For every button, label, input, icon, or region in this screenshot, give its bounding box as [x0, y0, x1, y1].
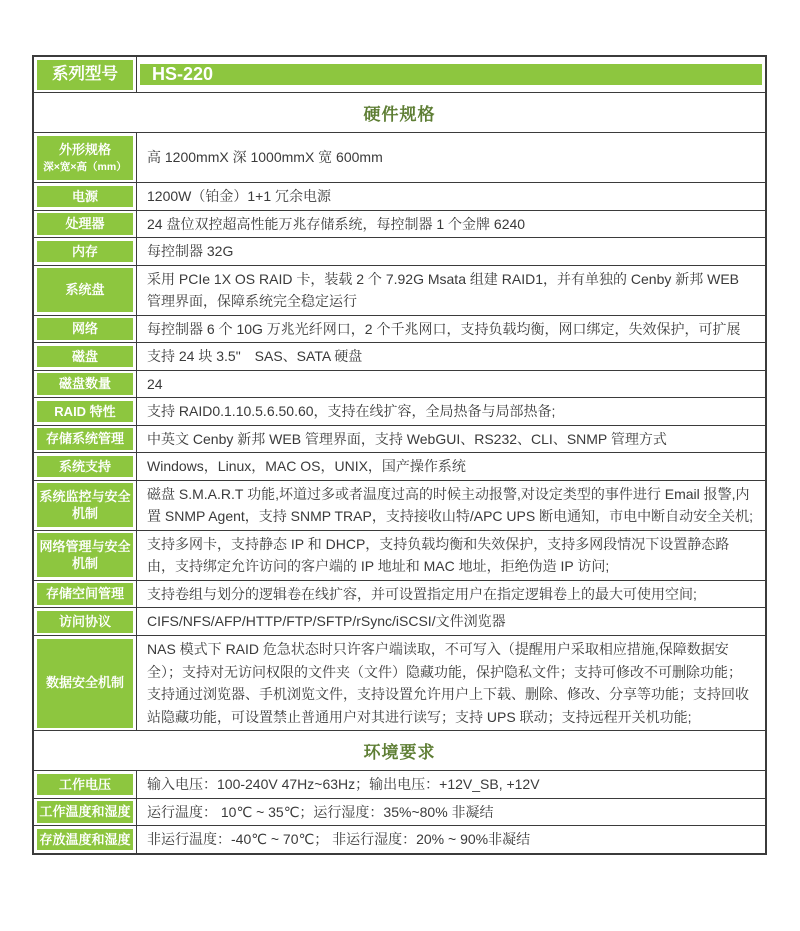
spec-value: Windows，Linux，MAC OS，UNIX，国产操作系统 — [147, 458, 466, 475]
spec-row — [34, 133, 765, 183]
spec-label-chip — [37, 829, 133, 851]
spec-value: 输入电压：100-240V 47Hz~63Hz；输出电压：+12V_SB, +12V — [147, 776, 540, 793]
spec-label-cell — [34, 183, 137, 210]
spec-value: 采用 PCIe 1X OS RAID 卡，装载 2 个 7.92G Msata 组建 RAID1，并有单独的 Cenby 新邦 WEB 管理界面，保障系统完全稳定运行 — [147, 270, 740, 310]
spec-label-cell — [34, 211, 137, 238]
spec-value-cell — [137, 799, 765, 826]
spec-value-cell — [137, 636, 765, 730]
spec-value-cell — [137, 453, 765, 480]
spec-label-cell — [34, 238, 137, 265]
spec-label: 工作电压 — [58, 776, 111, 792]
spec-row — [34, 481, 765, 531]
section-title-row-0 — [34, 93, 765, 133]
spec-label: 网络 — [71, 321, 98, 337]
spec-value-cell — [137, 608, 765, 635]
spec-label: RAID 特性 — [54, 403, 116, 419]
spec-value: 每控制器 6 个 10G 万兆光纤网口，2 个千兆网口，支持负载均衡，网口绑定，失效保护，可扩展 — [147, 320, 741, 337]
spec-label-chip — [37, 186, 133, 208]
spec-value-cell — [137, 183, 765, 210]
spec-row — [34, 453, 765, 481]
spec-value: 支持 24 块 3.5" SAS、SATA 硬盘 — [147, 348, 363, 365]
spec-label-chip — [37, 136, 133, 180]
spec-label: 电源 — [71, 188, 98, 204]
spec-value: 非运行温度：-40℃ ~ 70℃； 非运行湿度：20% ~ 90%非凝结 — [147, 831, 531, 848]
spec-row — [34, 826, 765, 853]
spec-value-cell — [137, 826, 765, 853]
spec-value: 24 — [147, 375, 163, 392]
spec-label: 工作温度和湿度 — [39, 804, 131, 820]
spec-value-cell — [137, 211, 765, 238]
spec-label-chip — [37, 268, 133, 312]
spec-label-cell — [34, 581, 137, 608]
spec-label-cell — [34, 133, 137, 182]
spec-label: 磁盘 — [71, 348, 98, 364]
spec-value-cell — [137, 238, 765, 265]
spec-value-cell — [137, 426, 765, 453]
spec-row — [34, 771, 765, 799]
spec-label: 外形规格 — [58, 142, 111, 158]
spec-label: 数据安全机制 — [45, 675, 124, 691]
spec-table — [32, 55, 767, 855]
spec-row — [34, 799, 765, 827]
spec-value-cell — [137, 343, 765, 370]
model-value: HS-220 — [140, 64, 762, 85]
spec-label: 内存 — [71, 243, 98, 259]
spec-label: 系统盘 — [65, 282, 105, 298]
spec-label: 存储空间管理 — [45, 586, 124, 602]
spec-row — [34, 211, 765, 239]
spec-label: 存储系统管理 — [45, 431, 124, 447]
spec-label-chip — [37, 639, 133, 728]
spec-label-cell — [34, 398, 137, 425]
spec-value: 支持卷组与划分的逻辑卷在线扩容，并可设置指定用户在指定逻辑卷上的最大可使用空间; — [147, 585, 697, 602]
spec-value-cell — [137, 398, 765, 425]
spec-label-cell — [34, 481, 137, 530]
spec-label-cell — [34, 316, 137, 343]
spec-label-cell — [34, 453, 137, 480]
spec-label-chip — [37, 483, 133, 527]
model-label: 系列型号 — [37, 60, 133, 90]
spec-value-cell — [137, 771, 765, 798]
spec-value: 1200W（铂金）1+1 冗余电源 — [147, 188, 331, 205]
spec-row — [34, 316, 765, 344]
spec-value: CIFS/NFS/AFP/HTTP/FTP/SFTP/rSync/iSCSI/文件浏览器 — [147, 613, 506, 630]
spec-label: 存放温度和湿度 — [39, 831, 131, 847]
spec-row — [34, 581, 765, 609]
spec-label-chip — [37, 456, 133, 478]
spec-label: 系统监控与安全机制 — [39, 488, 131, 522]
spec-label-chip — [37, 428, 133, 450]
spec-row — [34, 398, 765, 426]
spec-label-cell — [34, 371, 137, 398]
section-title-row-1 — [34, 731, 765, 771]
spec-label: 磁盘数量 — [58, 376, 111, 392]
spec-label-chip — [37, 583, 133, 605]
spec-value: 高 1200mmX 深 1000mmX 宽 600mm — [147, 149, 383, 166]
spec-label: 处理器 — [65, 216, 105, 232]
spec-value-cell — [137, 133, 765, 182]
spec-label-chip — [37, 373, 133, 395]
spec-label-cell — [34, 266, 137, 315]
spec-label-cell — [34, 426, 137, 453]
spec-value: 支持多网卡，支持静态 IP 和 DHCP，支持负载均衡和失效保护，支持多网段情况下设置静态路由，支持绑定允许访问的客户端的 IP 地址和 MAC 地址，拒绝伪造 IP 访问; — [147, 535, 730, 575]
spec-label: 系统支持 — [58, 458, 111, 474]
spec-value: 磁盘 S.M.A.R.T 功能,坏道过多或者温度过高的时候主动报警,对设定类型的事件进行 Email 报警,内置 SNMP Agent，支持 SNMP TRAP，支持接收山特/APC UPS 断电通知，市电中断自动安全关机; — [147, 485, 753, 525]
spec-row — [34, 266, 765, 316]
spec-value-cell — [137, 316, 765, 343]
spec-value: 运行温度： 10℃ ~ 35℃；运行湿度：35%~80% 非凝结 — [147, 803, 494, 820]
spec-label: 网络管理与安全机制 — [39, 538, 131, 572]
spec-label-chip — [37, 318, 133, 340]
spec-value-cell — [137, 481, 765, 530]
spec-row — [34, 371, 765, 399]
spec-row — [34, 426, 765, 454]
model-header-row — [34, 57, 765, 93]
spec-label-cell — [34, 799, 137, 826]
spec-value: NAS 模式下 RAID 危急状态时只许客户端读取，不可写入（提醒用户采取相应措施,保障数据安全）；支持对无访问权限的文件夹（文件）隐藏功能，保护隐私文件；支持可修改不可删除功能；支持通过浏览器、手机浏览文件，支持设置允许用户上下载、删除、修改、分享等功能；支持回收站隐藏功能，可设置禁止普通用户对其进行读写；支持 UPS 联动；支持远程开关机功能; — [147, 641, 749, 725]
spec-label-chip — [37, 611, 133, 633]
spec-label-chip — [37, 401, 133, 423]
spec-row — [34, 531, 765, 581]
model-value-cell — [137, 57, 765, 92]
spec-label-chip — [37, 346, 133, 368]
spec-row — [34, 183, 765, 211]
section-title: 硬件规格 — [363, 105, 436, 124]
spec-value-cell — [137, 581, 765, 608]
section-title: 环境要求 — [363, 743, 436, 763]
spec-row — [34, 636, 765, 731]
spec-value-cell — [137, 371, 765, 398]
spec-row — [34, 608, 765, 636]
spec-sublabel: 深×宽×高（mm） — [43, 160, 127, 173]
spec-value: 每控制器 32G — [147, 243, 234, 260]
model-label-cell — [34, 57, 137, 92]
spec-label-cell — [34, 771, 137, 798]
spec-label: 访问协议 — [58, 613, 111, 629]
spec-label-cell — [34, 608, 137, 635]
spec-label-cell — [34, 531, 137, 580]
spec-label-chip — [37, 801, 133, 823]
spec-value-cell — [137, 531, 765, 580]
spec-label-cell — [34, 636, 137, 730]
spec-row — [34, 238, 765, 266]
spec-label-chip — [37, 774, 133, 796]
spec-label-chip — [37, 241, 133, 263]
spec-value: 24 盘位双控超高性能万兆存储系统，每控制器 1 个金牌 6240 — [147, 215, 526, 232]
spec-value-cell — [137, 266, 765, 315]
spec-label-cell — [34, 826, 137, 853]
spec-label-cell — [34, 343, 137, 370]
spec-label-chip — [37, 213, 133, 235]
spec-value: 支持 RAID0.1.10.5.6.50.60，支持在线扩容，全局热备与局部热备; — [147, 403, 556, 420]
spec-value: 中英文 Cenby 新邦 WEB 管理界面，支持 WebGUI、RS232、CLI、SNMP 管理方式 — [147, 430, 667, 447]
spec-row — [34, 343, 765, 371]
spec-label-chip — [37, 533, 133, 577]
